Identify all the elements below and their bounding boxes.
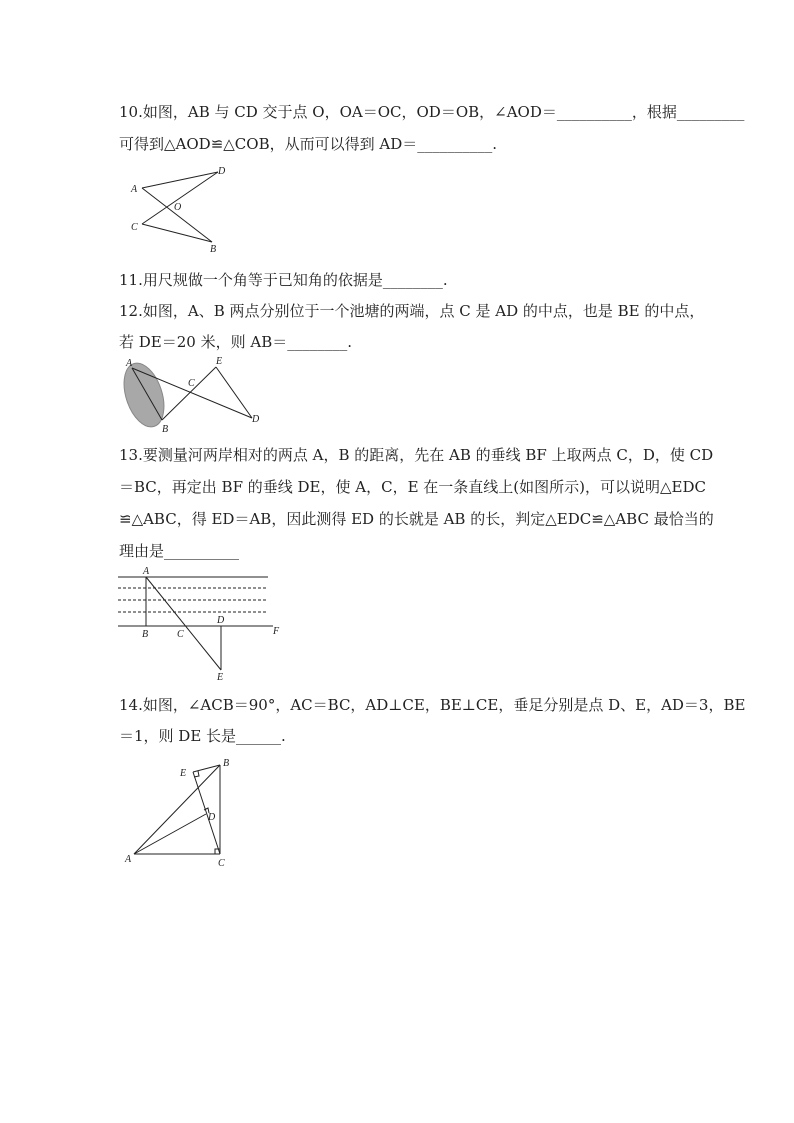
q13-line3: ≌△ABC，得 ED＝AB，因此测得 ED 的长就是 AB 的长，判定△EDC≌△ABC 最恰当的 [119, 510, 714, 528]
q14-label-b: B [223, 758, 230, 769]
q14-label-a: A [125, 854, 132, 865]
q13-label-b: B [142, 629, 149, 640]
q13-figure [118, 564, 288, 684]
q11-line1: 11.用尺规做一个角等于已知角的依据是________. [119, 271, 448, 289]
q10-label-o: O [174, 202, 182, 213]
q14-line1: 14.如图，∠ACB＝90°，AC＝BC，AD⊥CE，BE⊥CE，垂足分别是点 D、E，AD＝3，BE [119, 696, 746, 714]
q14-line2: ＝1，则 DE 长是______. [119, 727, 286, 745]
q14-label-e: E [180, 768, 187, 779]
q12-figure [120, 354, 270, 434]
q10-line2: 可得到△AOD≌△COB，从而可以得到 AD＝__________. [119, 135, 497, 153]
q12-line1: 12.如图，A、B 两点分别位于一个池塘的两端，点 C 是 AD 的中点，也是 BE 的中点， [119, 302, 705, 320]
q10-label-b: B [210, 244, 217, 255]
q12-label-d: D [252, 414, 260, 425]
q13-line2: ＝BC，再定出 BF 的垂线 DE，使 A，C，E 在一条直线上(如图所示)，可以说明△EDC [119, 478, 706, 496]
q10-label-d: D [218, 166, 226, 177]
q12-label-a: A [126, 358, 133, 369]
q13-label-c: C [177, 629, 184, 640]
q12-line2: 若 DE＝20 米，则 AB＝________. [119, 333, 352, 351]
q10-line1: 10.如图，AB 与 CD 交于点 O，OA＝OC，OD＝OB，∠AOD＝__________，根据_________ [119, 103, 745, 121]
q10-label-a: A [131, 184, 138, 195]
q14-figure [120, 756, 240, 868]
q12-label-e: E [216, 356, 223, 367]
q13-label-e: E [217, 672, 224, 683]
q13-line1: 13.要测量河两岸相对的两点 A，B 的距离，先在 AB 的垂线 BF 上取两点 C，D，使 CD [119, 446, 714, 464]
q10-label-c: C [131, 222, 138, 233]
q13-label-d: D [217, 615, 225, 626]
q14-label-d: D [208, 812, 216, 823]
q12-label-b: B [162, 424, 169, 434]
q13-line4: 理由是__________ [119, 542, 240, 560]
q13-label-a: A [143, 566, 150, 577]
q14-label-c: C [218, 858, 225, 868]
q10-figure [126, 164, 236, 256]
q13-label-f: F [273, 626, 280, 637]
q12-label-c: C [188, 378, 195, 389]
